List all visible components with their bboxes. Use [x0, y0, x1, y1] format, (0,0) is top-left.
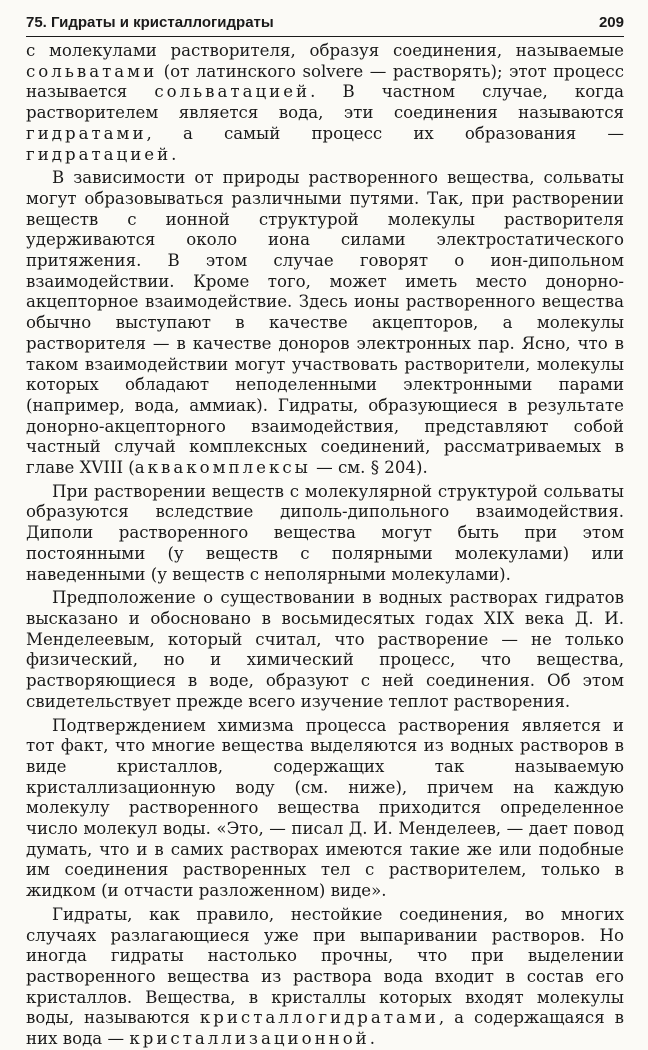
- page-number: 209: [598, 14, 624, 31]
- paragraph: [26, 168, 624, 479]
- text-run: (от латинского solvere — растворять); этот процесс называется: [26, 61, 624, 102]
- spaced-term: кристаллогидратами: [199, 1008, 439, 1028]
- text-run: Гидраты, как правило, нестойкие соединения, во многих случаях разлагающиеся уже при выпаривании растворов. Но иногда гидраты настолько прочны, что при выделении растворенного вещества из раствора вода входит в состав его кристаллов. Вещества, в кристаллы которых входят молекулы воды, называются: [26, 904, 624, 1028]
- text-run: , а содержащаяся в них вода —: [26, 1008, 624, 1049]
- spaced-term: сольватами: [26, 61, 158, 81]
- spaced-term: гидратацией: [26, 144, 172, 164]
- text-run: .: [369, 1029, 376, 1049]
- paragraph: [26, 41, 624, 165]
- text-run: .: [171, 144, 177, 164]
- text-run: Предположение о существовании в водных растворах гидратов высказано и обосновано в восьмидесятых годах XIX века Д. И. Менделеевым, который считал, что растворение — не только физический, но и химический процесс, что вещества, растворяющиеся в воде, образуют с ней соединения. Об этом свидетельствует прежде всего изучение теплот растворения.: [26, 588, 624, 711]
- text-run: Подтверждением химизма процесса растворения является и тот факт, что многие вещества выделяются из водных растворов в виде кристаллов, содержащих так называемую кристаллизационную воду (см. ниже), причем на каждую молекулу растворенного вещества приходится определенное число молекул воды. «Это, — писал Д. И. Менделеев, — дает повод думать, что и в самих растворах имеются такие же или подобные им соединения растворенных тел с растворителем, только в жидком (и отчасти разложенном) виде».: [26, 715, 624, 901]
- paragraph: [26, 588, 624, 712]
- text-run: В зависимости от природы растворенного вещества, сольваты могут образовываться различными путями. Так, при растворении веществ с ионной структурой молекулы растворителя удерживаются около иона силами электростатического притяжения. В этом случае говорят о ион-дипольном взаимодействии. Кроме того, может иметь место донорно-акцепторное взаимодействие. Здесь ионы растворенного вещества обычно выступают в качестве акцепторов, а молекулы растворителя — в качестве доноров электронных пар. Ясно, что в таком взаимодействии могут участвовать растворители, молекулы которых обладают неподеленными электронными парами (например, вода, аммиак). Гидраты, образующиеся в результате донорно-акцепторного взаимодействия, представляют собой частный случай комплексных соединений, рассматриваемых в главе XVIII (: [26, 168, 624, 478]
- spaced-term: гидратами: [26, 123, 147, 143]
- running-header: [26, 14, 624, 37]
- spaced-term: сольватацией: [154, 82, 311, 102]
- text-run: . В частном случае, когда растворителем является вода, эти соединения называются: [26, 82, 624, 123]
- page-body: [26, 37, 624, 1050]
- section-title: 75. Гидраты и кристаллогидраты: [26, 14, 274, 31]
- spaced-term: кристаллизационной: [129, 1029, 370, 1049]
- text-run: — см. § 204).: [310, 458, 428, 478]
- text-run: При растворении веществ с молекулярной структурой сольваты образуются вследствие диполь-дипольного взаимодействия. Диполи растворенного вещества могут быть при этом постоянными (у веществ с полярными молекулами) или наведенными (у веществ с неполярными молекулами).: [26, 481, 624, 584]
- paragraph: [26, 716, 624, 902]
- spaced-term: аквакомплексы: [134, 458, 311, 478]
- text-run: , а самый процесс их образования —: [146, 123, 624, 143]
- paragraph: [26, 905, 624, 1050]
- text-run: с молекулами растворителя, образуя соединения, называемые: [26, 41, 624, 60]
- paragraph: [26, 482, 624, 586]
